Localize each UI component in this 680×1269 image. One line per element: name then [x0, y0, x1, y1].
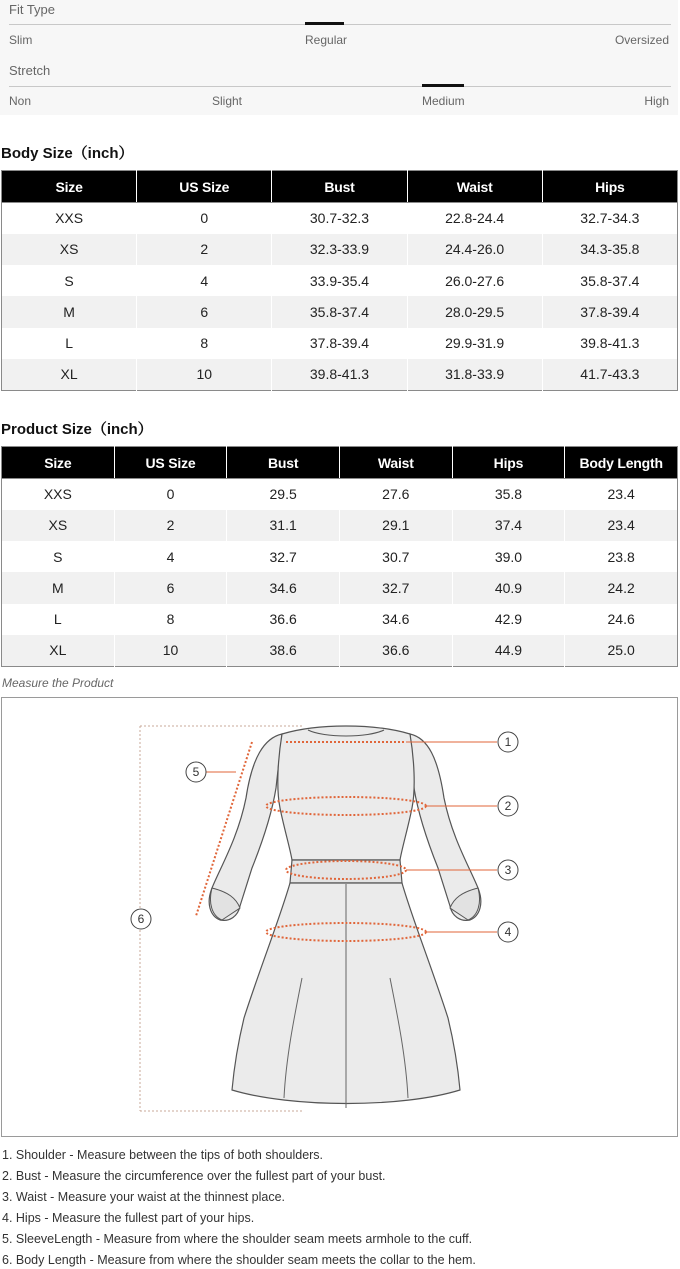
body-size-header-row — [2, 171, 678, 203]
cell-size: XL — [2, 635, 115, 666]
cell-body-length: 23.4 — [565, 510, 678, 541]
body-size-title: Body Size（inch） — [1, 145, 134, 162]
cell-size: XXS — [2, 479, 115, 510]
product-size-table — [1, 446, 678, 667]
note-bust: 2. Bust - Measure the circumference over the fullest part of your bust. — [2, 1169, 386, 1183]
cell-bust: 33.9-35.4 — [272, 265, 407, 296]
table-row — [2, 479, 678, 510]
cell-size: L — [2, 604, 115, 635]
note-sleeve-length: 5. SleeveLength - Measure from where the shoulder seam meets armhole to the cuff. — [2, 1232, 473, 1246]
header-bust: Bust — [227, 447, 340, 479]
cell-bust: 32.3-33.9 — [272, 234, 407, 265]
marker-4 — [498, 922, 518, 942]
cell-bust: 36.6 — [227, 604, 340, 635]
cell-size: M — [2, 572, 115, 603]
stretch-label-non: Non — [9, 94, 32, 108]
cell-hips: 35.8 — [452, 479, 565, 510]
stretch-label-medium: Medium — [422, 94, 465, 108]
cell-body-length: 24.6 — [565, 604, 678, 635]
body-size-table — [1, 170, 678, 391]
cell-size: M — [2, 296, 137, 327]
cell-waist: 30.7 — [339, 541, 452, 572]
table-row — [2, 572, 678, 603]
cell-us-size: 8 — [114, 604, 227, 635]
marker-2 — [498, 796, 518, 816]
cell-us-size: 10 — [137, 359, 272, 390]
fit-type-label-oversized: Oversized — [614, 33, 669, 47]
cell-bust: 35.8-37.4 — [272, 296, 407, 327]
cell-us-size: 4 — [114, 541, 227, 572]
cell-size: L — [2, 328, 137, 359]
cell-us-size: 8 — [137, 328, 272, 359]
header-waist: Waist — [407, 171, 542, 203]
fit-type-label-regular: Regular — [305, 33, 348, 47]
product-size-title: Product Size（inch） — [1, 421, 153, 438]
cell-waist: 31.8-33.9 — [407, 359, 542, 390]
product-size-header-row — [2, 447, 678, 479]
cell-body-length: 23.4 — [565, 479, 678, 510]
cell-body-length: 23.8 — [565, 541, 678, 572]
cell-size: XL — [2, 359, 137, 390]
cell-waist: 26.0-27.6 — [407, 265, 542, 296]
cell-waist: 28.0-29.5 — [407, 296, 542, 327]
marker-3 — [498, 860, 518, 880]
cell-waist: 32.7 — [339, 572, 452, 603]
cell-us-size: 2 — [137, 234, 272, 265]
marker-6-label: 6 — [137, 912, 145, 926]
cell-hips: 37.4 — [452, 510, 565, 541]
cell-waist: 36.6 — [339, 635, 452, 666]
cell-us-size: 4 — [137, 265, 272, 296]
header-us-size: US Size — [114, 447, 227, 479]
cell-us-size: 6 — [137, 296, 272, 327]
header-size: Size — [2, 171, 137, 203]
marker-4-label: 4 — [504, 925, 512, 939]
note-waist: 3. Waist - Measure your waist at the thinnest place. — [2, 1190, 285, 1204]
stretch-title: Stretch — [9, 63, 51, 78]
cell-bust: 34.6 — [227, 572, 340, 603]
header-waist: Waist — [339, 447, 452, 479]
header-bust: Bust — [272, 171, 407, 203]
cell-hips: 41.7-43.3 — [542, 359, 677, 390]
cell-hips: 44.9 — [452, 635, 565, 666]
header-size: Size — [2, 447, 115, 479]
table-row — [2, 635, 678, 666]
table-row — [2, 541, 678, 572]
stretch-scale-line — [9, 86, 671, 87]
cell-us-size: 10 — [114, 635, 227, 666]
note-hips: 4. Hips - Measure the fullest part of your hips. — [2, 1211, 255, 1225]
cell-hips: 35.8-37.4 — [542, 265, 677, 296]
cell-size: S — [2, 265, 137, 296]
marker-3-label: 3 — [504, 863, 512, 877]
cell-us-size: 0 — [114, 479, 227, 510]
header-hips: Hips — [452, 447, 565, 479]
cell-size: S — [2, 541, 115, 572]
table-row — [2, 510, 678, 541]
cell-hips: 32.7-34.3 — [542, 203, 677, 234]
marker-5-label: 5 — [192, 765, 200, 779]
cell-size: XS — [2, 234, 137, 265]
cell-hips: 42.9 — [452, 604, 565, 635]
cell-bust: 31.1 — [227, 510, 340, 541]
cell-bust: 38.6 — [227, 635, 340, 666]
marker-6 — [131, 909, 151, 929]
cell-waist: 29.9-31.9 — [407, 328, 542, 359]
cell-body-length: 24.2 — [565, 572, 678, 603]
cell-us-size: 2 — [114, 510, 227, 541]
cell-size: XS — [2, 510, 115, 541]
cell-body-length: 25.0 — [565, 635, 678, 666]
cell-hips: 37.8-39.4 — [542, 296, 677, 327]
cell-hips: 39.8-41.3 — [542, 328, 677, 359]
table-row — [2, 604, 678, 635]
fit-scale-panel — [0, 0, 678, 115]
cell-bust: 32.7 — [227, 541, 340, 572]
measure-caption: Measure the Product — [2, 676, 114, 690]
measurement-notes — [2, 1148, 678, 1269]
cell-bust: 39.8-41.3 — [272, 359, 407, 390]
fit-type-label-slim: Slim — [9, 33, 33, 47]
cell-waist: 24.4-26.0 — [407, 234, 542, 265]
cell-size: XXS — [2, 203, 137, 234]
cell-waist: 27.6 — [339, 479, 452, 510]
header-hips: Hips — [542, 171, 677, 203]
marker-1 — [498, 732, 518, 752]
stretch-label-high: High — [644, 94, 669, 108]
stretch-selected-marker — [422, 84, 464, 87]
table-row — [2, 296, 678, 327]
dress-bodice — [278, 726, 414, 860]
cell-hips: 34.3-35.8 — [542, 234, 677, 265]
marker-5 — [186, 762, 206, 782]
table-row — [2, 359, 678, 390]
table-row — [2, 265, 678, 296]
header-us-size: US Size — [137, 171, 272, 203]
cell-waist: 22.8-24.4 — [407, 203, 542, 234]
measurement-diagram — [1, 697, 678, 1137]
cell-hips: 39.0 — [452, 541, 565, 572]
marker-2-label: 2 — [504, 799, 512, 813]
note-shoulder: 1. Shoulder - Measure between the tips of both shoulders. — [2, 1148, 324, 1162]
note-body-length: 6. Body Length - Measure from where the shoulder seam meets the collar to the hem. — [2, 1253, 476, 1267]
table-row — [2, 328, 678, 359]
cell-waist: 34.6 — [339, 604, 452, 635]
table-row — [2, 203, 678, 234]
dress-illustration — [2, 698, 679, 1138]
cell-us-size: 0 — [137, 203, 272, 234]
cell-bust: 37.8-39.4 — [272, 328, 407, 359]
cell-waist: 29.1 — [339, 510, 452, 541]
cell-hips: 40.9 — [452, 572, 565, 603]
cell-bust: 30.7-32.3 — [272, 203, 407, 234]
table-row — [2, 234, 678, 265]
cell-us-size: 6 — [114, 572, 227, 603]
stretch-label-slight: Slight — [212, 94, 243, 108]
fit-type-title: Fit Type — [9, 2, 56, 17]
marker-1-label: 1 — [504, 735, 512, 749]
cell-bust: 29.5 — [227, 479, 340, 510]
fit-type-selected-marker — [305, 22, 344, 25]
dress-silhouette — [209, 726, 481, 1108]
header-body-length: Body Length — [565, 447, 678, 479]
